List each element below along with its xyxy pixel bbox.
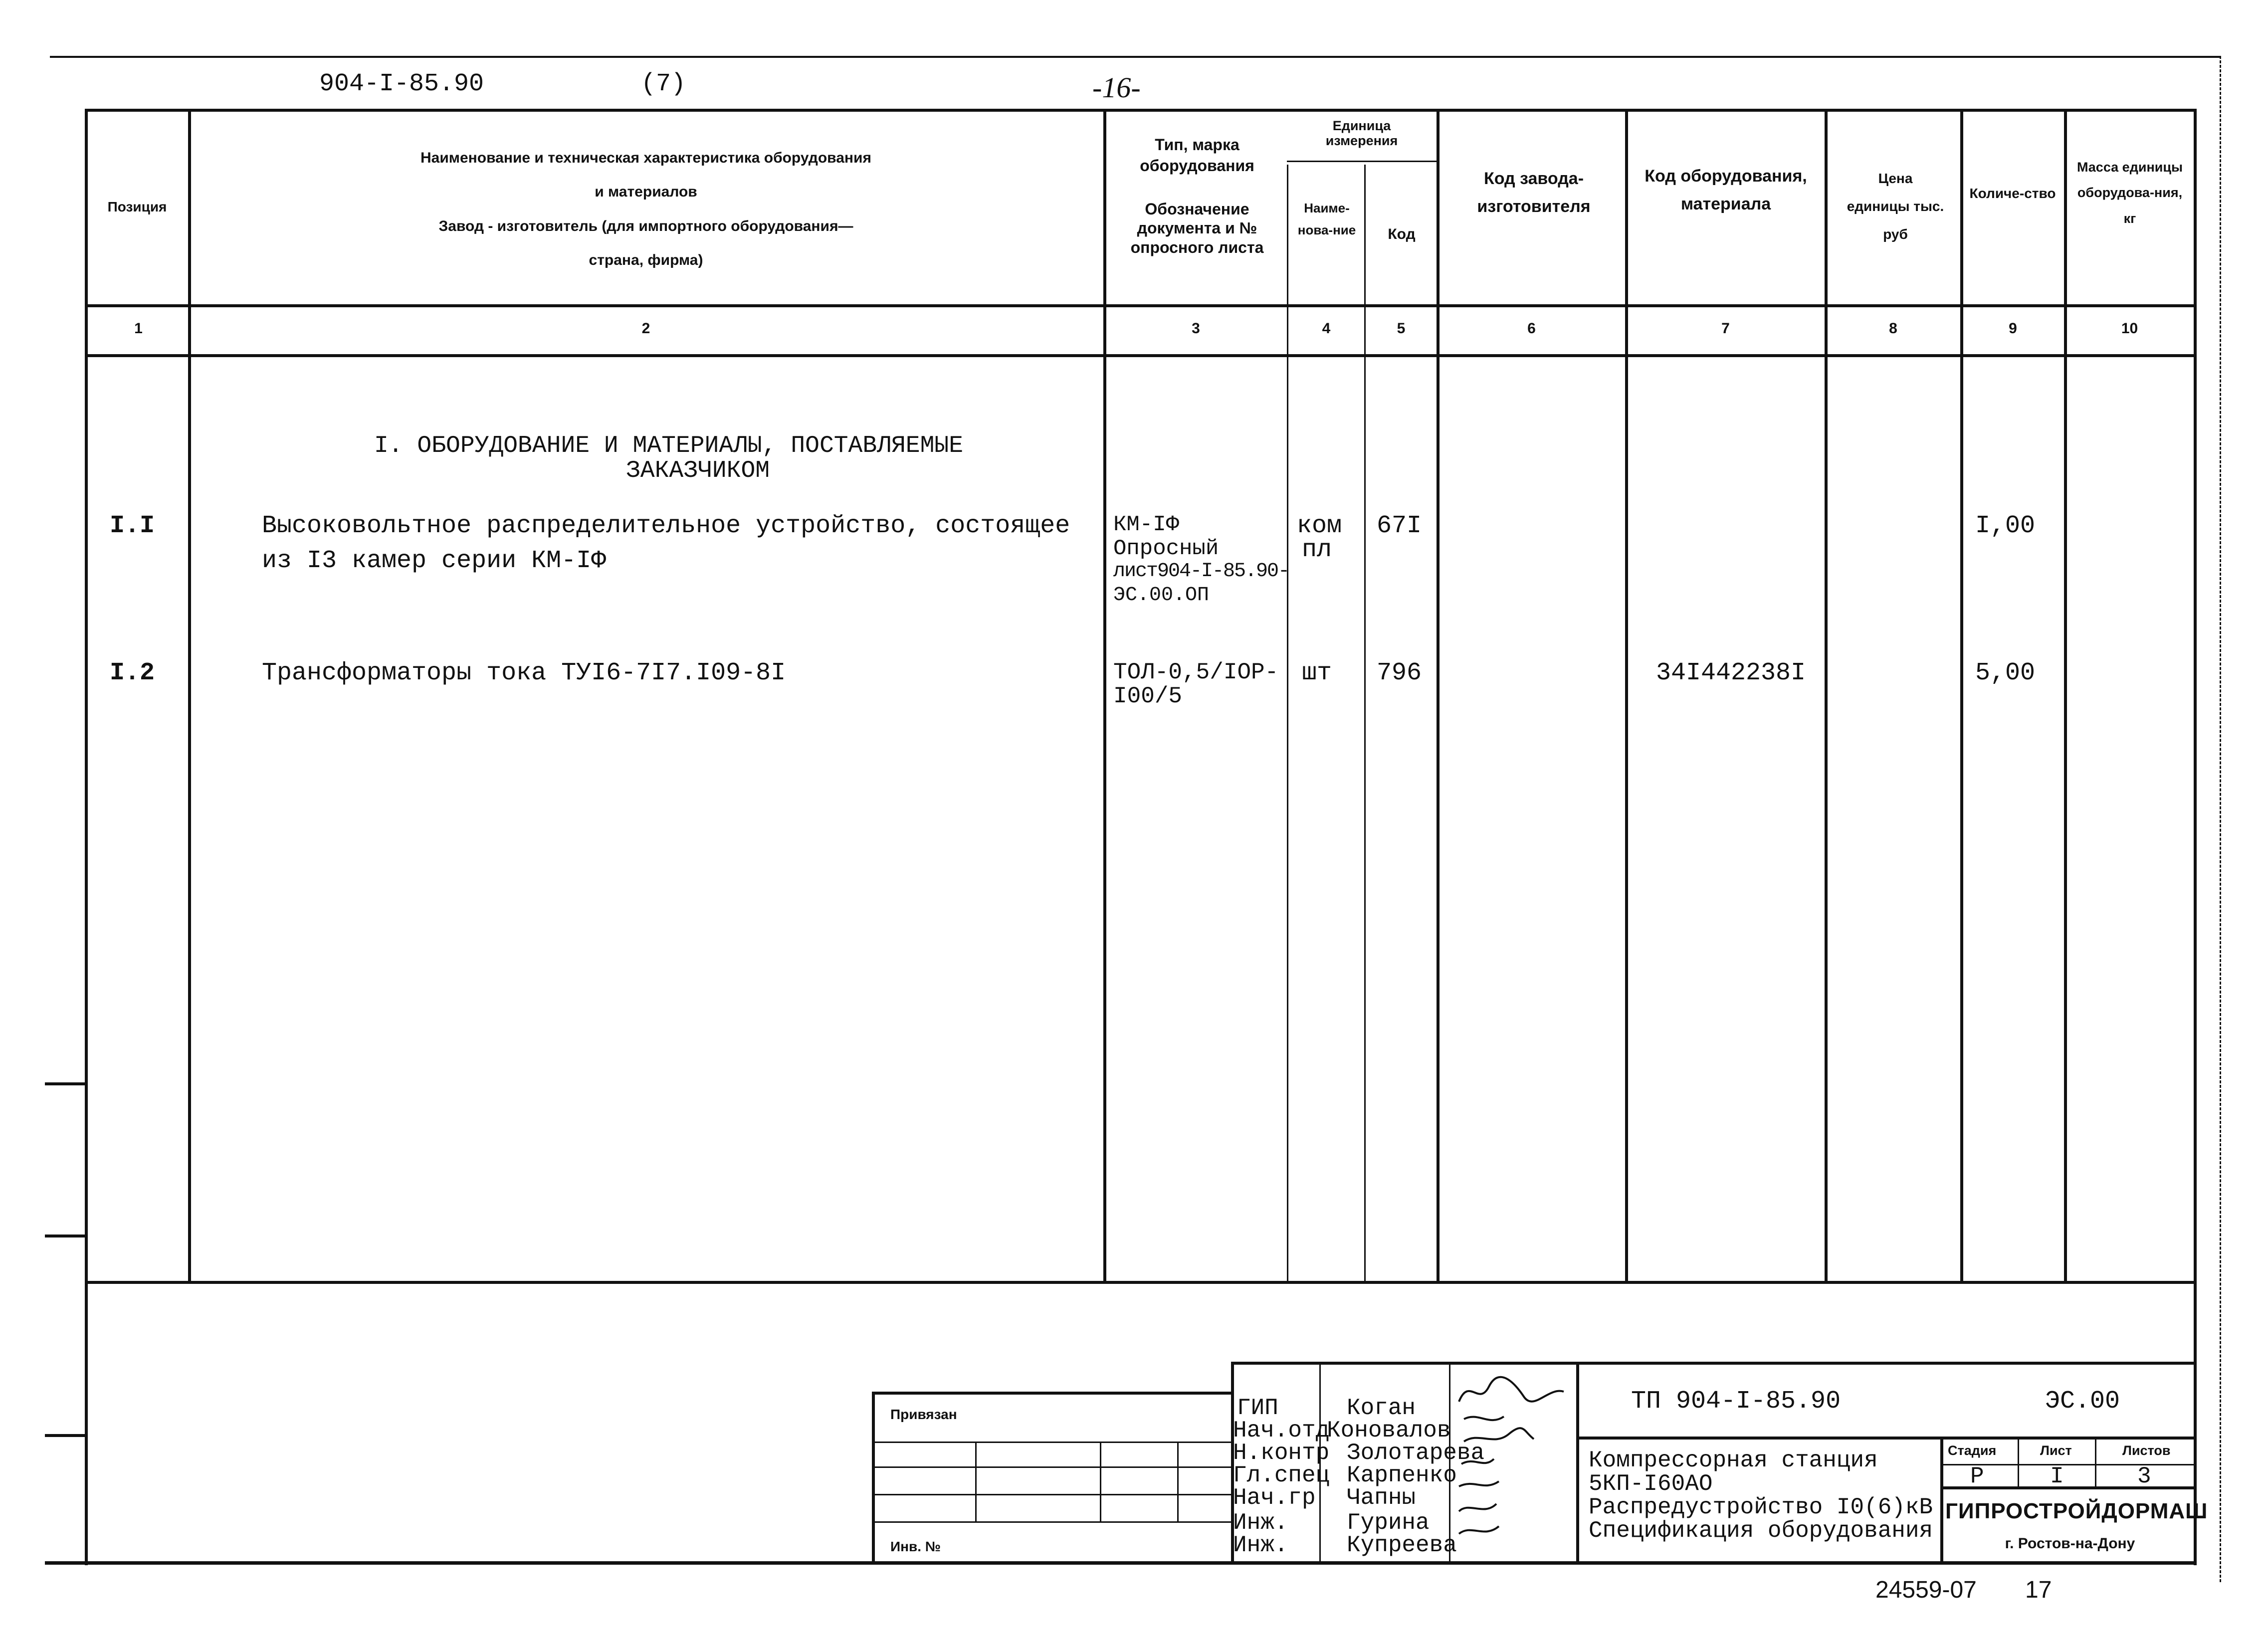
header-factory-code: Код завода-изготовителя [1477,169,1591,216]
header-mass: Масса единицы оборудова-ния, кг [2076,160,2183,226]
sheets-value: 3 [2137,1463,2151,1489]
privyazan-row [872,1521,1231,1523]
title-line4: Спецификация оборудования [1589,1518,1933,1544]
privyazan-left [872,1392,875,1561]
frame-bottom-line [45,1561,2196,1565]
role-3: Н.контр [1233,1440,1330,1466]
header-doc-designation: Обозначение документа и № опросного листа [1130,200,1264,256]
sig-col [1576,1362,1579,1561]
header-name-line4: страна, фирма) [589,252,703,268]
name-6: Гурина [1347,1510,1430,1536]
sheet-part: (7) [641,70,686,98]
colnum-1: 1 [134,320,143,337]
row1-type-line1: КМ-IФ [1113,512,1180,537]
name-1: Коган [1347,1395,1416,1421]
sheets-label: Листов [2122,1443,2171,1458]
header-name-line3: Завод - изготовитель (для импортного оборудования— [438,218,853,234]
doc-code: ТП 904-I-85.90 [1631,1387,1841,1416]
unit-group-line [1287,161,1437,162]
stage-value: Р [1970,1463,1984,1489]
sig-block-top [1231,1362,2196,1365]
col-line [1103,109,1106,1281]
row1-quantity: I,00 [1975,512,2036,540]
frame-left-line [85,109,88,1565]
stage-col [2095,1437,2096,1486]
header-type: Тип, марка оборудования [1140,136,1254,175]
col-line [188,109,191,1281]
doc-mark: ЭС.00 [2045,1387,2120,1416]
margin-tick [45,1082,85,1085]
stage-label: Стадия [1948,1443,1997,1458]
role-4: Гл.спец [1233,1462,1330,1488]
margin-tick [45,1235,85,1237]
row1-unit-code: 67I [1377,512,1422,540]
col-line [1960,109,1963,1281]
row2-quantity: 5,00 [1975,659,2036,687]
role-5: Нач.гр [1233,1485,1316,1511]
name-5: Чапны [1347,1485,1416,1511]
archive-number: 24559-07 [1875,1577,1977,1603]
role-1: ГИП [1237,1395,1278,1421]
row1-unit-line2: пл [1302,536,1332,564]
col-line [1825,109,1828,1281]
name-3: Золотарева [1347,1440,1485,1466]
org-city: г. Ростов-на-Дону [2005,1535,2135,1552]
colnum-bottom-line [85,354,2195,357]
signatures-graphic [1449,1372,1576,1561]
row1-name-line1: Высоковольтное распределительное устройство, состоящее [262,512,1070,540]
name-4: Карпенко [1347,1462,1457,1488]
header-unit-name: Наиме-нова-ние [1297,201,1356,238]
margin-tick [45,1434,85,1437]
row2-type-line2: I00/5 [1113,683,1183,709]
archive-sheet: 17 [2025,1577,2052,1603]
header-name-line2: и материалов [595,184,697,200]
privyazan-col [1177,1442,1179,1521]
colnum-4: 4 [1322,320,1331,337]
stage-col [2018,1437,2019,1486]
colnum-3: 3 [1192,320,1200,337]
sheet-label: Лист [2040,1443,2072,1458]
row2-name-line1: Трансформаторы тока ТУI6-7I7.I09-8I [262,659,786,687]
name-7: Купреева [1347,1532,1457,1558]
section-title-line2: ЗАКАЗЧИКОМ [626,457,770,484]
row2-equipment-code: 34I442238I [1656,659,1806,687]
header-unit-group: Единица измерения [1325,118,1398,148]
header-price: Цена единицы тыс. руб [1847,171,1944,242]
header-position: Позиция [107,199,167,214]
frame-right-line [2194,109,2197,1565]
row1-type-line3: лист904-I-85.90- [1113,560,1289,583]
page-right-edge [2220,56,2221,1582]
table-body-bottom-line [85,1281,2195,1284]
stage-block-left [1940,1437,1943,1561]
header-unit-code: Код [1388,226,1416,242]
colnum-10: 10 [2121,320,2138,337]
privyazan-label: Привязан [890,1407,957,1422]
col-line [1625,109,1628,1281]
title-line3: Распредустройство I0(6)кВ [1589,1494,1933,1520]
org-name: ГИПРОСТРОЙДОРМАШ [1945,1499,2208,1523]
header-name-line1: Наименование и техническая характеристика оборудования [420,150,871,166]
frame-top-line [50,56,2220,58]
row2-type-line1: ТОЛ-0,5/IOP- [1113,659,1279,685]
col-line [2064,109,2067,1281]
colnum-7: 7 [1721,320,1730,337]
section-title-line1: I. ОБОРУДОВАНИЕ И МАТЕРИАЛЫ, ПОСТАВЛЯЕМЫЕ [374,432,963,459]
row1-type-line2: Опросный [1113,536,1219,561]
role-6: Инж. [1233,1510,1288,1536]
header-quantity: Количе-ство [1969,186,2056,201]
inv-no-label: Инв. № [890,1539,941,1554]
doc-number: 904-I-85.90 [319,70,484,98]
privyazan-col [1100,1442,1101,1521]
privyazan-col [975,1442,977,1521]
title-divider [1576,1437,2196,1440]
row1-position: I.I [110,512,155,540]
colnum-5: 5 [1397,320,1406,337]
header-equipment-code: Код оборудования, материала [1645,167,1807,214]
row1-unit-line1: ком [1297,512,1342,540]
page-number: -16- [1092,71,1141,104]
row1-type-line4: ЭС.00.ОП [1113,584,1210,607]
row2-unit-line1: шт [1302,659,1332,687]
row2-unit-code: 796 [1377,659,1422,687]
header-bottom-line [85,304,2195,307]
role-7: Инж. [1233,1532,1288,1558]
role-2: Нач.отд [1233,1418,1330,1443]
colnum-6: 6 [1527,320,1536,337]
colnum-8: 8 [1889,320,1897,337]
title-line1: Компрессорная станция [1589,1447,1878,1473]
colnum-9: 9 [2009,320,2017,337]
name-2: Коновалов [1327,1418,1451,1443]
col-line [1437,109,1440,1281]
sheet-value: I [2050,1463,2064,1489]
privyazan-top [872,1392,1231,1395]
row2-position: I.2 [110,659,155,687]
colnum-2: 2 [641,320,650,337]
table-top-line [85,109,2195,112]
row1-name-line2: из I3 камер серии КМ-IФ [262,547,607,575]
title-line2: 5КП-I60АО [1589,1471,1713,1497]
